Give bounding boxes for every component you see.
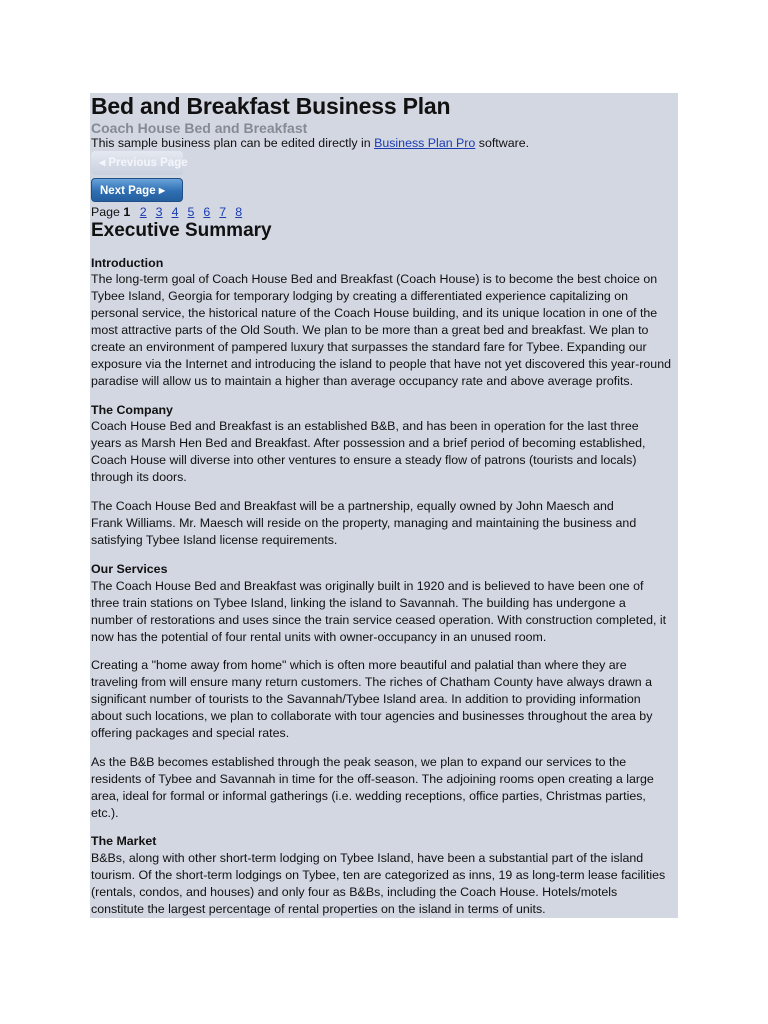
intro-line — [91, 136, 529, 150]
text-line: years as Marsh Hen Bed and Breakfast. After possession and a brief period of becoming established, — [91, 436, 646, 450]
subsection-heading: The Company — [91, 403, 173, 417]
paragraph — [91, 271, 691, 390]
text-line: through its doors. — [91, 470, 187, 484]
text-line: paradise will allow us to maintain a higher than average occupancy rate and above average profits. — [91, 374, 634, 388]
text-line: three train stations on Tybee Island, linking the island to Savannah. The building has undergone a — [91, 596, 626, 610]
page-link[interactable]: 8 — [235, 205, 243, 219]
text-line: B&Bs, along with other short-term lodging on Tybee Island, have been a substantial part of the island — [91, 851, 644, 865]
text-line: Tybee Island, Georgia for temporary lodging by creating a differentiated experience capitalizing on — [91, 289, 629, 303]
text-line: create an environment of pampered luxury that surpasses the standard fare for Tybee. Expanding our — [91, 340, 647, 354]
paragraph — [91, 498, 691, 549]
text-line: satisfying Tybee Island license requirements. — [91, 533, 338, 547]
text-line: As the B&B becomes established through the peak season, we plan to expand our services to the — [91, 755, 627, 769]
text-line: about such locations, we plan to collaborate with tour agencies and businesses throughout the area by — [91, 709, 653, 723]
page-link[interactable]: 2 — [139, 205, 147, 219]
paragraph — [91, 850, 691, 918]
chevron-left-icon: ◀ — [99, 158, 106, 167]
subsection-heading: Our Services — [91, 562, 168, 576]
text-line: (rentals, condos, and houses) and only four as B&Bs, including the Coach House. Hotels/motels — [91, 885, 618, 899]
text-line: etc.). — [91, 806, 119, 820]
text-line: tourism. Of the short-term lodgings on Tybee, ten are categorized as inns, 19 as long-term lease facilities — [91, 868, 666, 882]
next-page-button[interactable] — [91, 178, 183, 202]
intro-text-before: This sample business plan can be edited directly in — [91, 136, 375, 150]
text-line: now has the potential of four rental units with owner-occupancy in an unused room. — [91, 630, 547, 644]
page-link[interactable]: 7 — [219, 205, 227, 219]
previous-page-button[interactable] — [91, 151, 188, 175]
text-line: number of restorations and uses since the train service ceased operation. With construction completed, it — [91, 613, 667, 627]
page-subtitle: Coach House Bed and Breakfast — [91, 120, 308, 136]
page-link[interactable]: 4 — [171, 205, 179, 219]
paragraph — [91, 578, 691, 646]
subsection-heading: The Market — [91, 834, 157, 848]
text-line: traveling from will ensure many return customers. The riches of Chatham County have always drawn a — [91, 675, 653, 689]
business-plan-pro-link[interactable]: Business Plan Pro — [374, 136, 476, 150]
text-line: The long-term goal of Coach House Bed and Breakfast (Coach House) is to become the best choice on — [91, 272, 658, 286]
text-line: constitute the largest percentage of rental properties on the island in terms of units. — [91, 902, 546, 916]
text-line: Coach House will diverse into other ventures to ensure a steady flow of patrons (tourists and locals) — [91, 453, 637, 467]
text-line: offering packages and special rates. — [91, 726, 290, 740]
text-line: Frank Williams. Mr. Maesch will reside on the property, managing and maintaining the business and — [91, 516, 637, 530]
text-line: Creating a "home away from home" which is often more beautiful and palatial than where they are — [91, 658, 627, 672]
page-prefix: Page — [91, 205, 120, 219]
text-line: Coach House Bed and Breakfast is an established B&B, and has been in operation for the last three — [91, 419, 639, 433]
paragraph — [91, 418, 691, 486]
subsection-heading: Introduction — [91, 256, 164, 270]
text-line: personal service, the historical nature of the Coach House building, and its unique location in one of the — [91, 306, 658, 320]
section-heading: Executive Summary — [91, 220, 272, 241]
text-line: residents of Tybee and Savannah in time for the off-season. The adjoining rooms open creating a large — [91, 772, 654, 786]
paragraph — [91, 754, 691, 822]
text-line: most attractive parts of the Old South. We plan to be more than a great bed and breakfast. We plan to — [91, 323, 649, 337]
pagination — [91, 205, 251, 219]
paragraph — [91, 657, 691, 742]
text-line: The Coach House Bed and Breakfast will be a partnership, equally owned by John Maesch and — [91, 499, 614, 513]
text-line: The Coach House Bed and Breakfast was originally built in 1920 and is believed to have been one of — [91, 579, 644, 593]
intro-text-after: software. — [475, 136, 530, 150]
previous-page-label: Previous Page — [108, 157, 188, 169]
current-page-number: 1 — [123, 205, 131, 219]
text-line: exposure via the Internet and introducing the island to people that have not yet discovered this year-round — [91, 357, 671, 371]
chevron-right-icon: ▶ — [158, 186, 165, 195]
page-title: Bed and Breakfast Business Plan — [91, 93, 451, 119]
text-line: area, ideal for formal or informal gatherings (i.e. wedding receptions, office parties, Christmas parties, — [91, 789, 646, 803]
text-line: significant number of tourists to the Savannah/Tybee Island area. In addition to providing information — [91, 692, 641, 706]
page-link[interactable]: 6 — [203, 205, 211, 219]
page-link[interactable]: 5 — [187, 205, 195, 219]
page-link[interactable]: 3 — [155, 205, 163, 219]
next-page-label: Next Page — [100, 185, 156, 197]
